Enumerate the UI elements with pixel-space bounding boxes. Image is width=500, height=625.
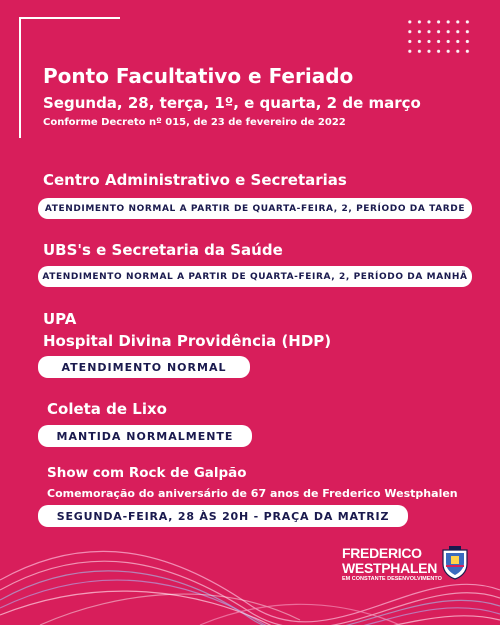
section-heading-show: Show com Rock de Galpão — [47, 465, 247, 481]
section-heading-hospital: Hospital Divina Providência (HDP) — [43, 332, 332, 350]
dot-grid-decoration-icon — [405, 17, 472, 59]
logo-line-2: WESTPHALEN — [342, 560, 438, 576]
status-badge-show: SEGUNDA-FEIRA, 28 ÀS 20H - PRAÇA DA MATRIZ — [38, 505, 408, 527]
frame-line-top — [19, 17, 120, 19]
status-badge-upa-hospital: ATENDIMENTO NORMAL — [38, 356, 250, 378]
page-subtitle: Segunda, 28, terça, 1º, e quarta, 2 de março — [43, 94, 421, 112]
section-heading-upa: UPA — [43, 310, 77, 328]
status-badge-coleta-lixo: MANTIDA NORMALMENTE — [38, 425, 252, 447]
frame-line-left — [19, 17, 21, 138]
decree-reference: Conforme Decreto nº 015, de 23 de fevereiro de 2022 — [43, 117, 346, 128]
page-title: Ponto Facultativo e Feriado — [43, 64, 354, 88]
section-heading-ubs-saude: UBS's e Secretaria da Saúde — [43, 241, 283, 259]
status-badge-ubs-saude: ATENDIMENTO NORMAL A PARTIR DE QUARTA-FEIRA, 2, PERÍODO DA MANHÃ — [38, 266, 472, 287]
city-crest-icon — [441, 546, 469, 580]
section-subheading-show: Comemoração do aniversário de 67 anos de Frederico Westphalen — [47, 487, 458, 500]
section-heading-centro-administrativo: Centro Administrativo e Secretarias — [43, 171, 347, 189]
logo-line-1: FREDERICO — [342, 545, 422, 561]
section-heading-coleta-lixo: Coleta de Lixo — [47, 400, 167, 418]
logo-tagline: EM CONSTANTE DESENVOLVIMENTO — [342, 576, 442, 582]
status-badge-centro-administrativo: ATENDIMENTO NORMAL A PARTIR DE QUARTA-FEIRA, 2, PERÍODO DA TARDE — [38, 198, 472, 219]
